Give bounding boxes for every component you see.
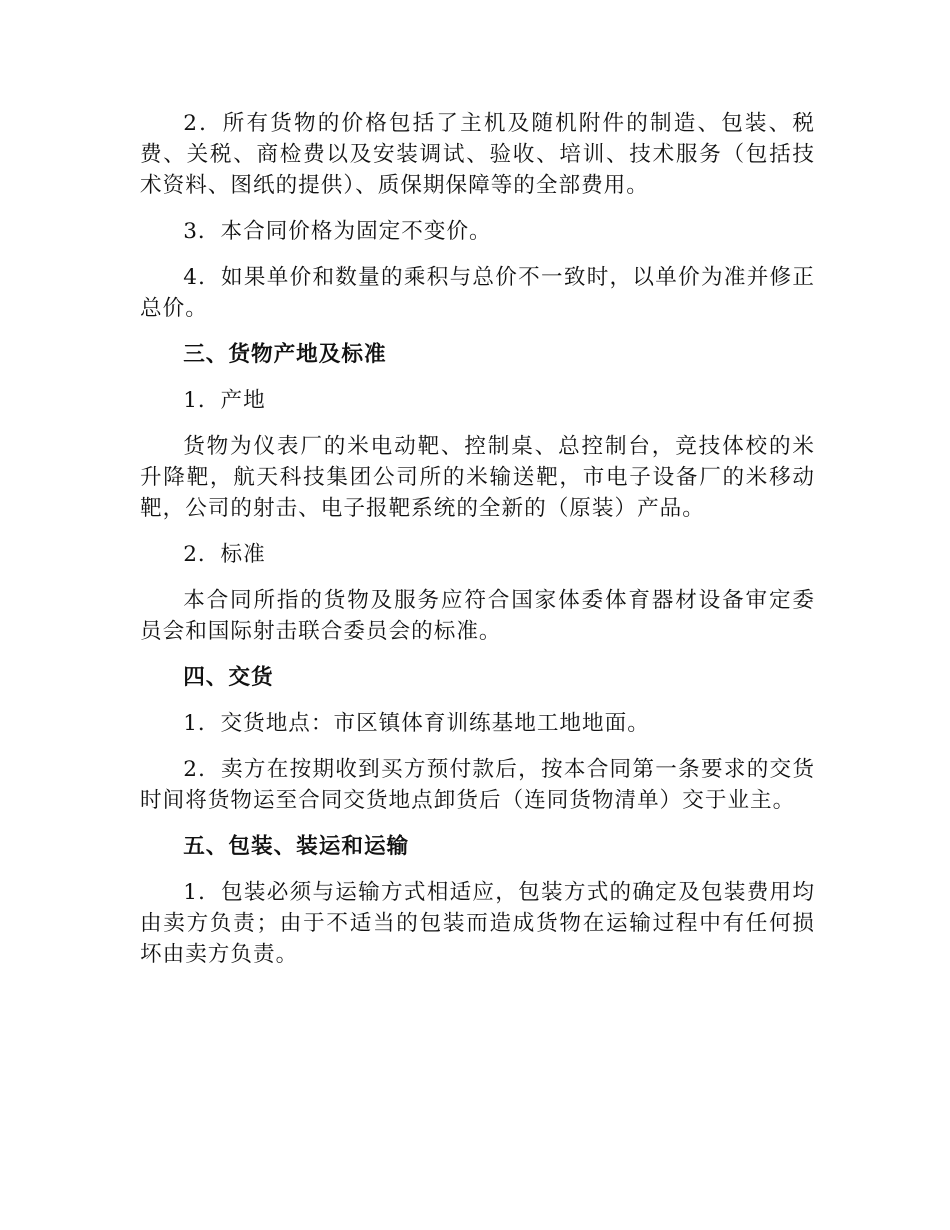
subheading-origin: 1．产地 [183,388,266,413]
fixed-price-paragraph: 3．本合同价格为固定不变价。 [183,219,492,244]
section-heading-origin-standards: 三、货物产地及标准 [183,342,387,367]
standards-paragraph: 本合同所指的货物及服务应符合国家体委体育器材设备审定委员会和国际射击联合委员会的标准。 [140,588,815,644]
delivery-terms-paragraph: 2．卖方在按期收到买方预付款后，按本合同第一条要求的交货时间将货物运至合同交货地点卸货后（连同货物清单）交于业主。 [140,757,815,813]
section-heading-delivery: 四、交货 [183,665,274,690]
document-page [140,108,815,985]
packaging-paragraph: 1．包装必须与运输方式相适应，包装方式的确定及包装费用均由卖方负责；由于不适当的包装而造成货物在运输过程中有任何损坏由卖方负责。 [140,880,815,967]
unit-price-paragraph: 4．如果单价和数量的乘积与总价不一致时，以单价为准并修正总价。 [140,265,815,321]
price-inclusion-paragraph: 2．所有货物的价格包括了主机及随机附件的制造、包装、税费、关税、商检费以及安装调试、验收、培训、技术服务（包括技术资料、图纸的提供）、质保期保障等的全部费用。 [140,111,815,198]
delivery-location-paragraph: 1．交货地点：市区镇体育训练基地工地地面。 [183,711,650,736]
origin-paragraph: 货物为仪表厂的米电动靶、控制桌、总控制台，竞技体校的米升降靶，航天科技集团公司所的米输送靶，市电子设备厂的米移动靶，公司的射击、电子报靶系统的全新的（原装）产品。 [140,434,815,521]
section-heading-packaging: 五、包装、装运和运输 [183,834,410,859]
subheading-standards: 2．标准 [183,542,266,567]
